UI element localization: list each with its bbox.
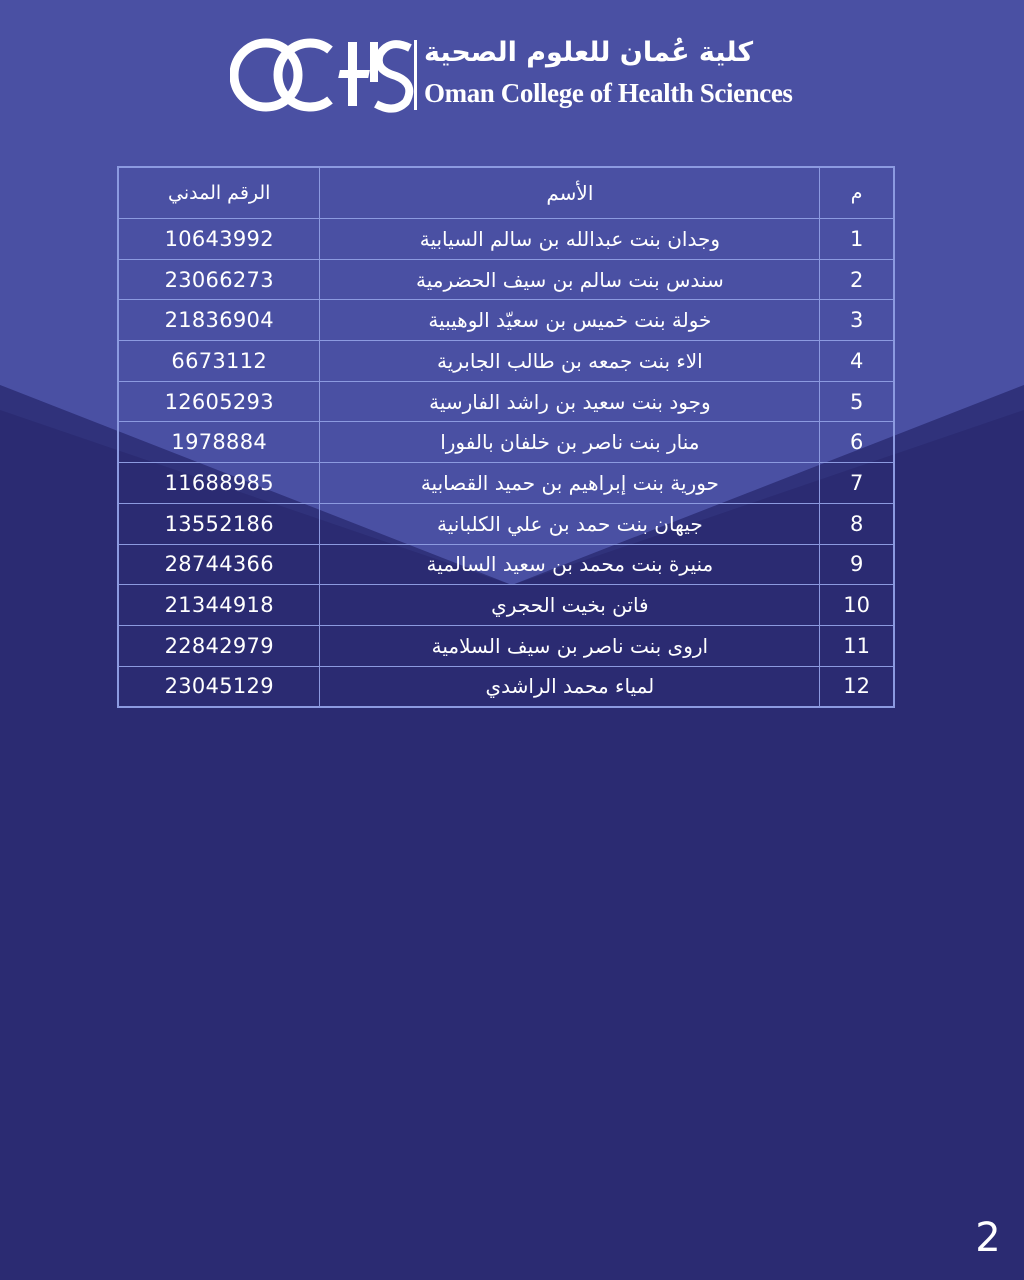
header-name: الأسم (320, 167, 820, 219)
table-row (118, 219, 894, 260)
row-number: 10 (820, 585, 894, 626)
row-civil-id: 1978884 (118, 422, 320, 463)
row-name: حورية بنت إبراهيم بن حميد القصابية (320, 463, 820, 504)
row-civil-id: 23045129 (118, 666, 320, 707)
table-row (118, 503, 894, 544)
header-number: م (820, 167, 894, 219)
row-number: 7 (820, 463, 894, 504)
table-header-row (118, 167, 894, 219)
table-row (118, 666, 894, 707)
row-civil-id: 21344918 (118, 585, 320, 626)
row-civil-id: 13552186 (118, 503, 320, 544)
row-name: لمياء محمد الراشدي (320, 666, 820, 707)
table-row (118, 585, 894, 626)
row-civil-id: 22842979 (118, 625, 320, 666)
row-number: 9 (820, 544, 894, 585)
row-number: 1 (820, 219, 894, 260)
row-civil-id: 21836904 (118, 300, 320, 341)
row-civil-id: 10643992 (118, 219, 320, 260)
ochs-monogram-icon (230, 32, 415, 118)
row-civil-id: 12605293 (118, 381, 320, 422)
row-civil-id: 6673112 (118, 341, 320, 382)
table-row (118, 422, 894, 463)
row-name: خولة بنت خميس بن سعيّد الوهيبية (320, 300, 820, 341)
row-number: 11 (820, 625, 894, 666)
header-civil-id: الرقم المدني (118, 167, 320, 219)
row-civil-id: 23066273 (118, 259, 320, 300)
row-number: 5 (820, 381, 894, 422)
table-row (118, 300, 894, 341)
row-civil-id: 11688985 (118, 463, 320, 504)
row-name: وجود بنت سعيد بن راشد الفارسية (320, 381, 820, 422)
row-number: 8 (820, 503, 894, 544)
college-name-arabic: كلية عُمان للعلوم الصحية (424, 37, 754, 68)
row-name: سندس بنت سالم بن سيف الحضرمية (320, 259, 820, 300)
student-roster-table (117, 166, 895, 708)
row-number: 2 (820, 259, 894, 300)
row-number: 12 (820, 666, 894, 707)
page-number: 2 (975, 1215, 1001, 1261)
table-row (118, 544, 894, 585)
college-logo (230, 32, 793, 118)
row-name: وجدان بنت عبدالله بن سالم السيابية (320, 219, 820, 260)
table-row (118, 259, 894, 300)
college-name-english: Oman College of Health Sciences (424, 78, 793, 108)
table-row (118, 381, 894, 422)
row-name: منار بنت ناصر بن خلفان بالفورا (320, 422, 820, 463)
row-name: اروى بنت ناصر بن سيف السلامية (320, 625, 820, 666)
row-name: جيهان بنت حمد بن علي الكلبانية (320, 503, 820, 544)
table-row (118, 341, 894, 382)
row-civil-id: 28744366 (118, 544, 320, 585)
logo-divider (414, 40, 417, 110)
row-name: الاء بنت جمعه بن طالب الجابرية (320, 341, 820, 382)
table-row (118, 625, 894, 666)
row-number: 4 (820, 341, 894, 382)
row-number: 6 (820, 422, 894, 463)
table-row (118, 463, 894, 504)
row-name: منيرة بنت محمد بن سعيد السالمية (320, 544, 820, 585)
row-number: 3 (820, 300, 894, 341)
row-name: فاتن بخيت الحجري (320, 585, 820, 626)
